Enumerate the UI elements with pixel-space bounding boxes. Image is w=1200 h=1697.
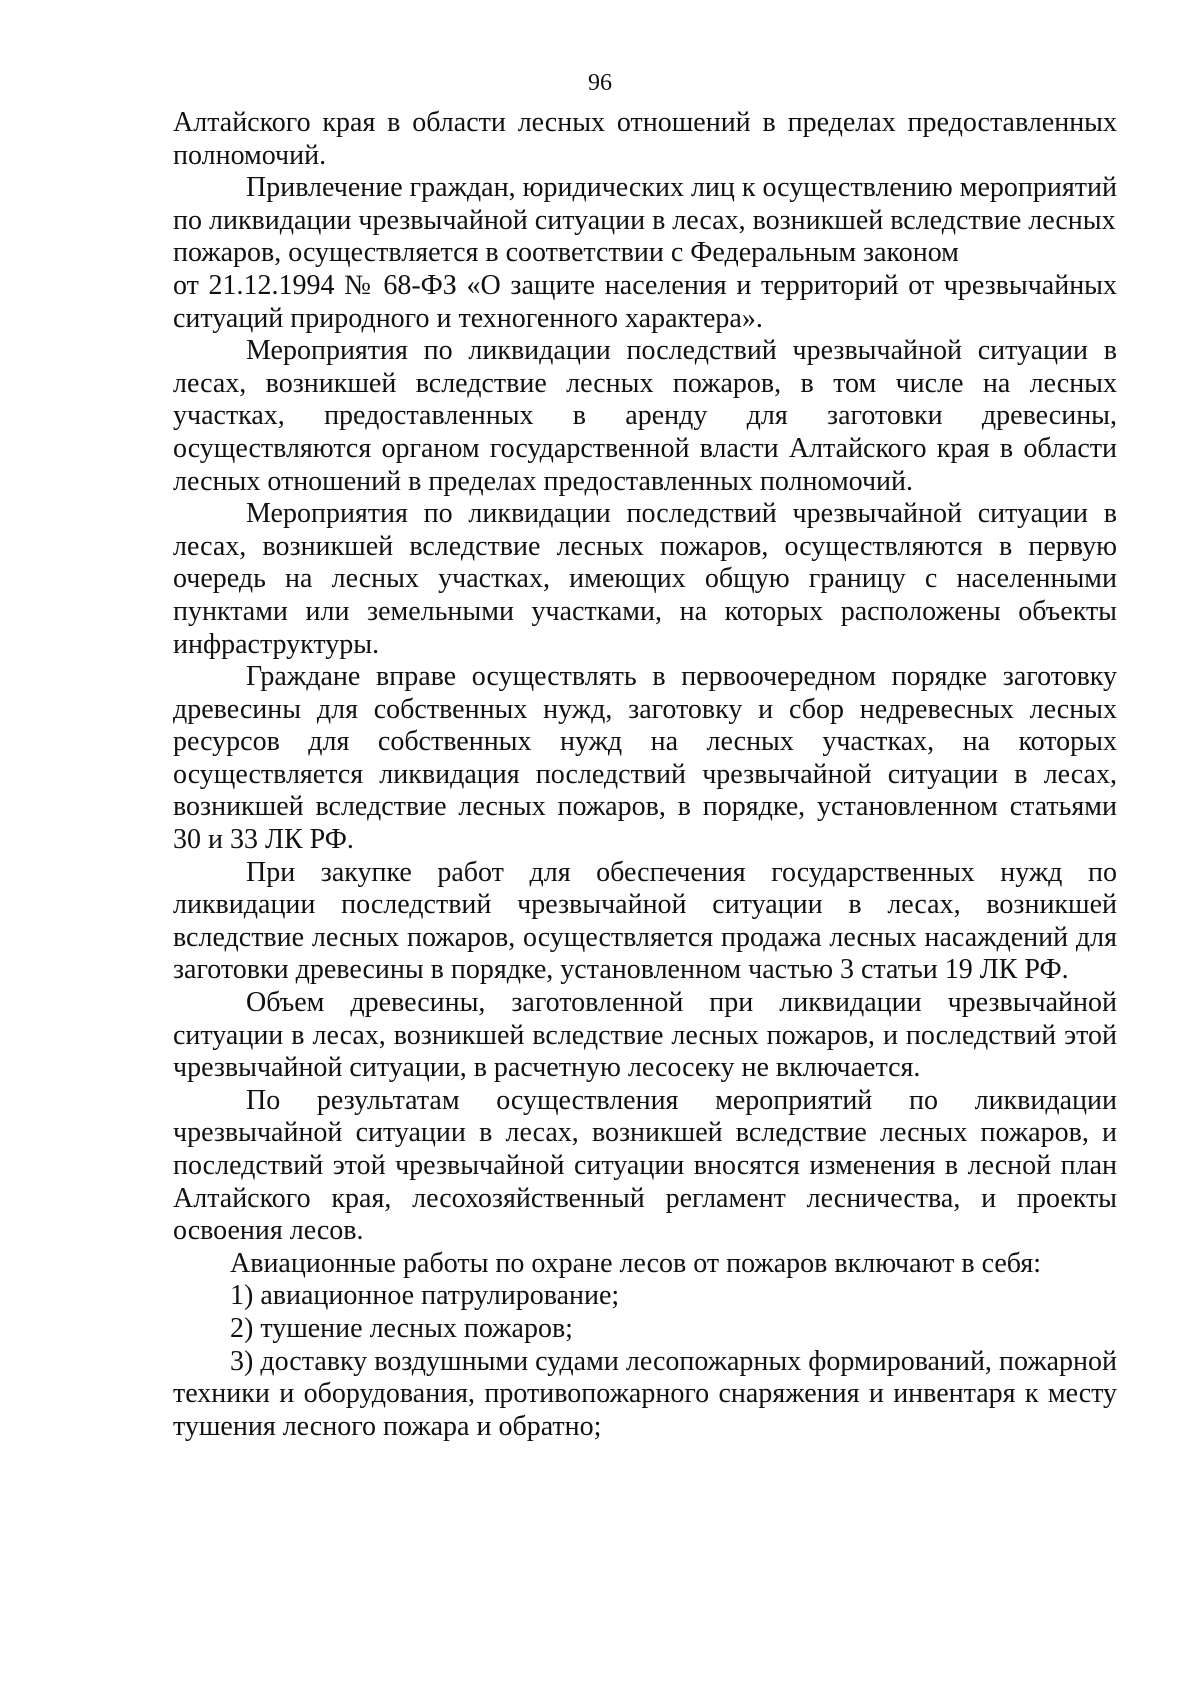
paragraph-liquidation-measures: Мероприятия по ликвидации последствий чрезвычайной ситуации в лесах, возникшей вследствие лесных пожаров, в том числе на лесных участках, предоставленных в аренду для заготовки древесины, осуществляются органом государственной власти Алтайского края в области лесных отношений в пределах предоставленных полномочий. [173, 335, 1117, 497]
page-number: 96 [588, 70, 612, 96]
paragraph-timber-volume: Объем древесины, заготовленной при ликвидации чрезвычайной ситуации в лесах, возникшей вследствие лесных пожаров, и последствий этой чрезвычайной ситуации, в расчетную лесосеку не включается. [173, 987, 1117, 1084]
paragraph-federal-law-reference: от 21.12.1994 № 68-ФЗ «О защите населения и территорий от чрезвычайных ситуаций природного и техногенного характера». [173, 269, 1117, 334]
paragraph-procurement: При закупке работ для обеспечения государственных нужд по ликвидации последствий чрезвычайной ситуации в лесах, возникшей вследствие лесных пожаров, осуществляется продажа лесных насаждений для заготовки древесины в порядке, установленном частью 3 статьи 19 ЛК РФ. [173, 856, 1117, 986]
paragraph-plan-changes: По результатам осуществления мероприятий по ликвидации чрезвычайной ситуации в лесах, возникшей вследствие лесных пожаров, и последствий этой чрезвычайной ситуации вносятся изменения в лесной план Алтайского края, лесохозяйственный регламент лесничества, и проекты освоения лесов. [173, 1084, 1117, 1247]
paragraph-priority-areas: Мероприятия по ликвидации последствий чрезвычайной ситуации в лесах, возникшей вследствие лесных пожаров, осуществляются в первую очередь на лесных участках, имеющих общую границу с населенными пунктами или земельными участками, на которых расположены объекты инфраструктуры. [173, 498, 1117, 660]
list-item-extinguishing: 2) тушение лесных пожаров; [230, 1312, 573, 1344]
paragraph-citizens-involvement: Привлечение граждан, юридических лиц к осуществлению мероприятий по ликвидации чрезвычайной ситуации в лесах, возникшей вследствие лесных пожаров, осуществляется в соответствии с Федеральным законом [173, 172, 1117, 269]
list-item-patrolling: 1) авиационное патрулирование; [230, 1280, 620, 1312]
paragraph-citizens-rights: Граждане вправе осуществлять в первоочередном порядке заготовку древесины для собственных нужд, заготовку и сбор недревесных лесных ресурсов для собственных нужд на лесных участках, на которых осуществляется ликвидация последствий чрезвычайной ситуации в лесах, возникшей вследствие лесных пожаров, в порядке, установленном статьями 30 и 33 ЛК РФ. [173, 661, 1117, 856]
document-body [173, 107, 1117, 1443]
paragraph-continuation: Алтайского края в области лесных отношений в пределах предоставленных полномочий. [173, 107, 1117, 171]
paragraph-aviation-works-intro: Авиационные работы по охране лесов от пожаров включают в себя: [230, 1247, 1041, 1279]
list-item-delivery: 3) доставку воздушными судами лесопожарных формирований, пожарной техники и оборудования, противопожарного снаряжения и инвентаря к месту тушения лесного пожара и обратно; [173, 1345, 1117, 1442]
